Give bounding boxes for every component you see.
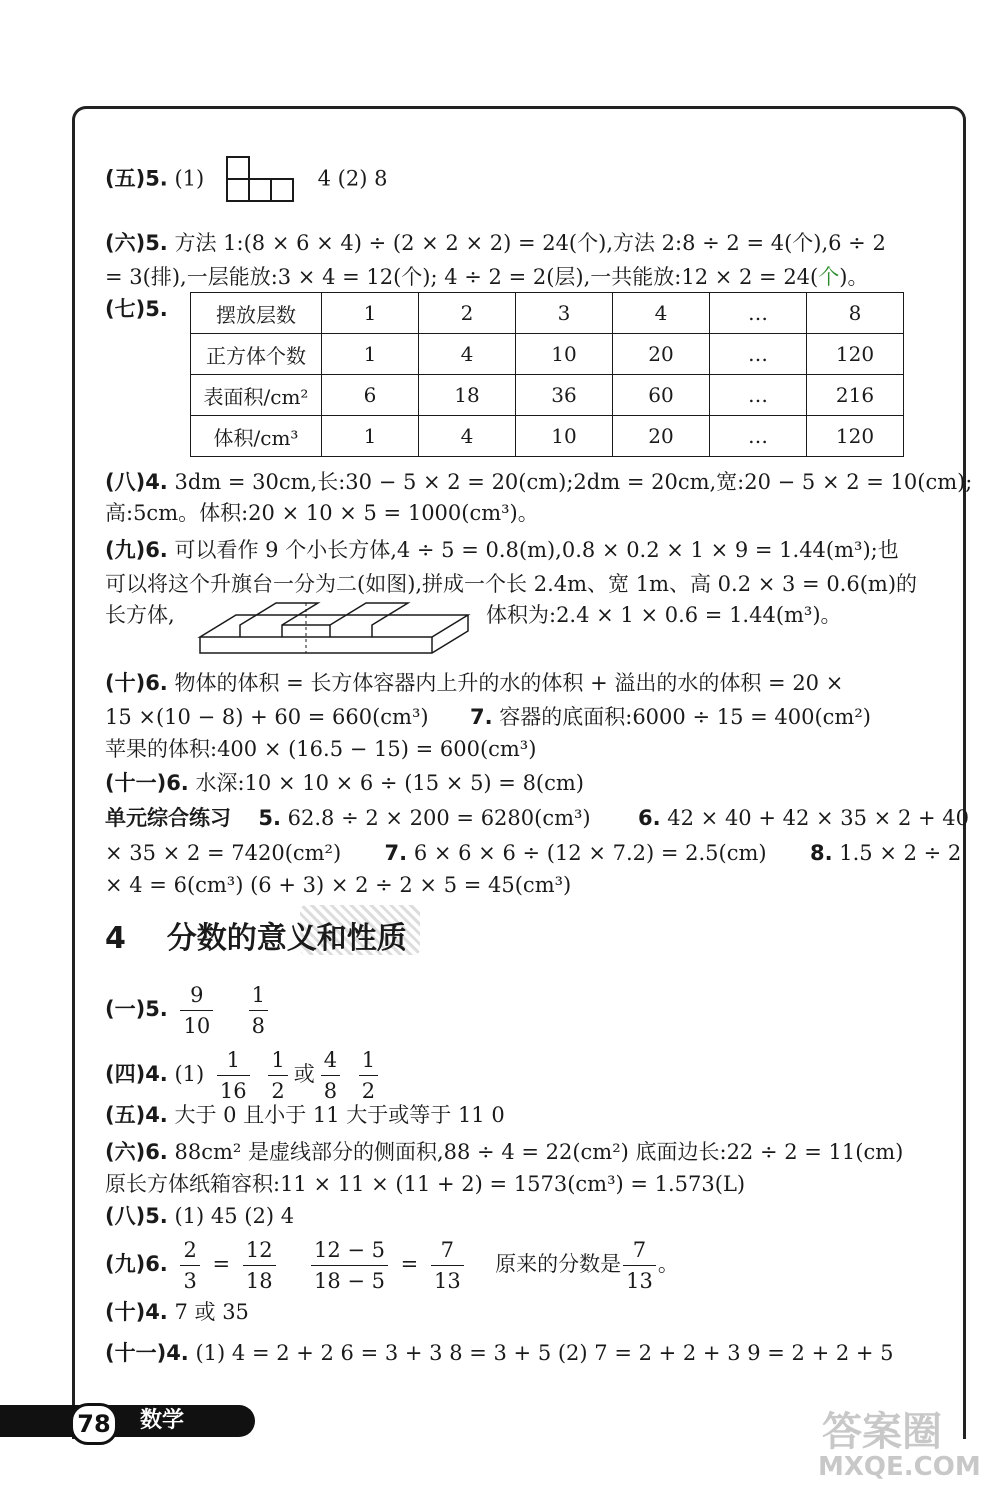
fraction: $\frac{4}{8}$ <box>321 1045 340 1106</box>
fraction: $\frac{2}{3}$ <box>180 1235 199 1296</box>
answer-line: (八)4. 3dm = 30cm,长:30 − 5 × 2 = 20(cm);2dm = 20cm,宽:20 − 5 × 2 = 10(cm); <box>105 470 973 494</box>
answer-line: (四)4. (1) $\frac{1}{16}$ $\frac{1}{2}$ 或 $\frac{4}{8}$ $\frac{1}{2}$ <box>105 1045 384 1106</box>
answer-line: (七)5. <box>105 297 168 321</box>
fraction: $\frac{12}{18}$ <box>243 1235 276 1296</box>
answer-line: (十一)4. (1) 4 = 2 + 2 6 = 3 + 3 8 = 3 + 5 (2) 7 = 2 + 2 + 3 9 = 2 + 2 + 5 <box>105 1341 894 1365</box>
fraction: $\frac{7}{13}$ <box>431 1235 464 1296</box>
answer-line: (六)6. 88cm² 是虚线部分的侧面积,88 ÷ 4 = 22(cm²) 底面边长:22 ÷ 2 = 11(cm) <box>105 1140 904 1164</box>
fraction: $\frac{7}{13}$ <box>623 1235 656 1296</box>
footer-bar <box>0 1405 255 1437</box>
answer-line: 可以将这个升旗台一分为二(如图),拼成一个长 2.4m、宽 1m、高 0.2 × 3 = 0.6(m)的 <box>105 572 918 596</box>
answer-line: (六)5. 方法 1:(8 × 6 × 4) ÷ (2 × 2 × 2) = 24(个),方法 2:8 ÷ 2 = 4(个),6 ÷ 2 <box>105 231 886 255</box>
page-number: 78 <box>70 1403 118 1445</box>
table-row: 表面积/cm² 6 18 36 60 … 216 <box>191 375 904 416</box>
cube-stack-figure <box>225 155 297 205</box>
table-row: 体积/cm³ 1 4 10 20 … 120 <box>191 416 904 457</box>
answer-line: (九)6. 可以看作 9 个小长方体,4 ÷ 5 = 0.8(m),0.8 × 0.2 × 1 × 9 = 1.44(m³);也 <box>105 538 899 562</box>
fraction: $\frac{1}{8}$ <box>249 980 268 1041</box>
answer-line: 15 ×(10 − 8) + 60 = 660(cm³) 7. 容器的底面积:6000 ÷ 15 = 400(cm²) <box>105 705 871 729</box>
answer-line: (十一)6. 水深:10 × 10 × 6 ÷ (15 × 5) = 8(cm) <box>105 771 584 795</box>
answer-line: (九)6. $\frac{2}{3}$ = $\frac{12}{18}$ $\frac{12 - 5}{18 - 5}$ = $\frac{7}{13}$ 原来的分数是 $\frac{7}{13}$ 。 <box>105 1235 679 1296</box>
platform-figure <box>196 597 476 657</box>
answer-line: 单元综合练习 5. 62.8 ÷ 2 × 200 = 6280(cm³) 6. 42 × 40 + 42 × 35 × 2 + 40 <box>105 806 969 830</box>
answer-line: 高:5cm。体积:20 × 10 × 5 = 1000(cm³)。 <box>105 501 539 525</box>
answer-line: 长方体, <box>105 603 175 627</box>
answer-line: (十)4. 7 或 35 <box>105 1300 249 1324</box>
answer-line: 苹果的体积:400 × (16.5 − 15) = 600(cm³) <box>105 737 537 761</box>
watermark-logo: 答案圈 <box>822 1409 942 1455</box>
fraction: $\frac{1}{2}$ <box>359 1045 378 1106</box>
answer-line: × 35 × 2 = 7420(cm²) 7. 6 × 6 × 6 ÷ (12 × 7.2) = 2.5(cm) 8. 1.5 × 2 ÷ 2 <box>105 841 962 865</box>
answer-line: = 3(排),一层能放:3 × 4 = 12(个); 4 ÷ 2 = 2(层),一共能放:12 × 2 = 24(个)。 <box>105 265 869 289</box>
fraction: $\frac{1}{2}$ <box>268 1045 287 1106</box>
answer-line: 原长方体纸箱容积:11 × 11 × (11 + 2) = 1573(cm³) = 1.573(L) <box>105 1172 746 1196</box>
table-row: 正方体个数 1 4 10 20 … 120 <box>191 334 904 375</box>
fraction: $\frac{1}{16}$ <box>217 1045 250 1106</box>
section-heading: 4 分数的意义和性质 <box>105 913 407 957</box>
fraction: $\frac{12 - 5}{18 - 5}$ <box>311 1235 388 1296</box>
subject-label: 数学 <box>140 1408 185 1433</box>
answer-line: (十)6. 物体的体积 = 长方体容器内上升的水的体积 + 溢出的水的体积 = 20 × <box>105 671 844 695</box>
answer-line: (五)5. (1) 4 (2) 8 <box>105 155 387 205</box>
answer-line: (五)4. 大于 0 且小于 11 大于或等于 11 0 <box>105 1103 505 1127</box>
table-row: 摆放层数 1 2 3 4 … 8 <box>191 293 904 334</box>
answer-line: (一)5. $\frac{9}{10}$ $\frac{1}{8}$ <box>105 980 274 1041</box>
fraction: $\frac{9}{10}$ <box>180 980 213 1041</box>
layer-table <box>190 292 904 457</box>
watermark-url: MXQE.COM <box>818 1452 981 1482</box>
answer-line: × 4 = 6(cm³) (6 + 3) × 2 ÷ 2 × 5 = 45(cm³) <box>105 873 572 897</box>
answer-line: (八)5. (1) 45 (2) 4 <box>105 1204 295 1228</box>
answer-line: 体积为:2.4 × 1 × 0.6 = 1.44(m³)。 <box>486 603 842 627</box>
